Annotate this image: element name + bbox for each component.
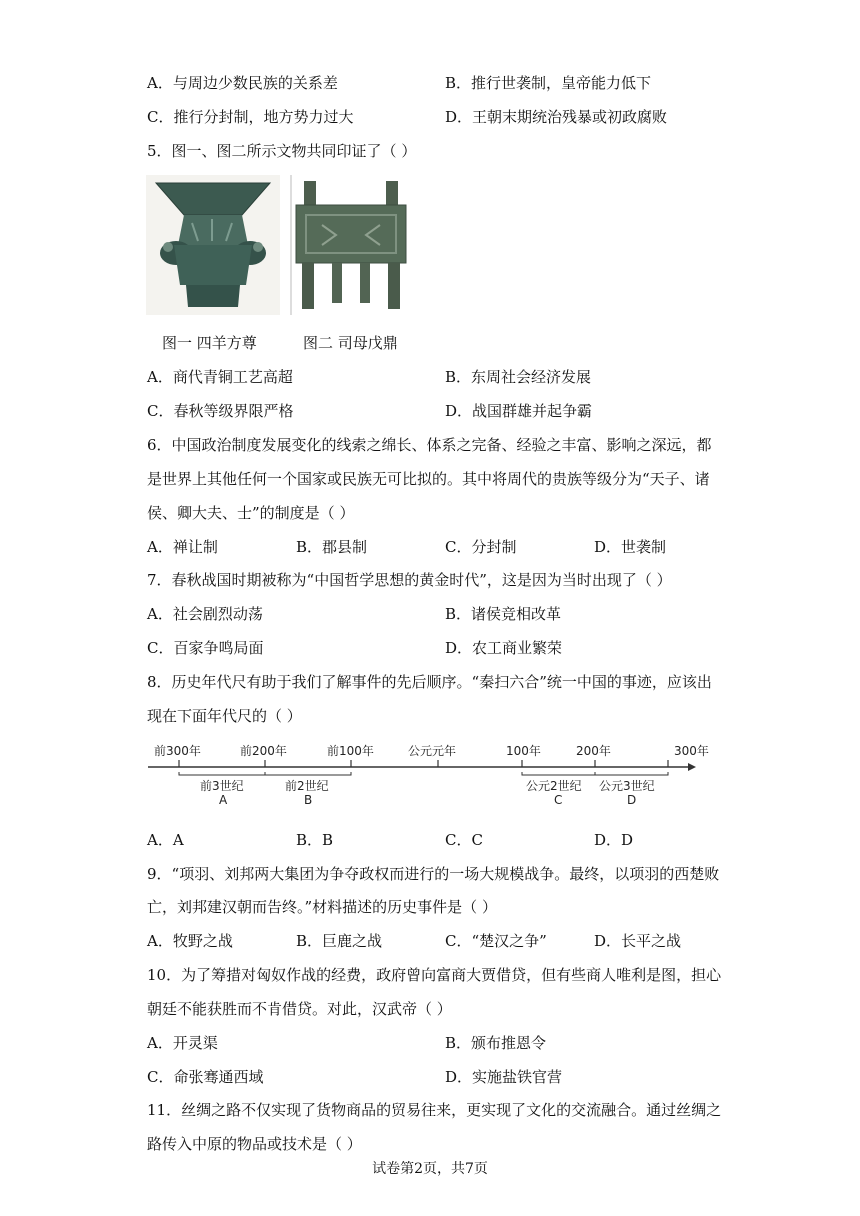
figure-simuwu-ding: [290, 175, 412, 315]
q6-stem-line3: 侯、卿大夫、士”的制度是（ ）: [147, 504, 355, 522]
segment-b-label: 前2世纪: [285, 779, 329, 793]
timeline-arrow: [688, 763, 696, 771]
q5-option-b: B．东周社会经济发展: [445, 368, 592, 386]
bracket-c: [522, 772, 595, 775]
timeline-svg: [144, 734, 709, 814]
q6-option-d: D．世袭制: [594, 538, 667, 556]
q10-option-b: B．颁布推恩令: [445, 1034, 547, 1052]
q7-option-b: B．诸侯竞相改革: [445, 605, 562, 623]
q9-option-b: B．巨鹿之战: [296, 932, 383, 950]
q6-option-b: B．郡县制: [296, 538, 368, 556]
q9-option-d: D．长平之战: [594, 932, 682, 950]
q9-option-c: C．“楚汉之争”: [445, 932, 547, 950]
segment-d-letter: D: [627, 793, 637, 807]
tick-label-ad100: 100年: [506, 744, 541, 758]
bracket-d: [595, 772, 668, 775]
q9-option-a: A．牧野之战: [147, 932, 233, 950]
simuwu-ding-image: [292, 175, 410, 315]
q11-stem-line2: 路传入中原的物品或技术是（ ）: [147, 1135, 362, 1153]
q5-option-d: D．战国群雄并起争霸: [445, 402, 593, 420]
q10-option-c: C．命张骞通西域: [147, 1068, 264, 1086]
q5-stem: 5．图一、图二所示文物共同印证了（ ）: [147, 142, 417, 160]
q7-option-d: D．农工商业繁荣: [445, 639, 563, 657]
tick-label-ad300: 300年: [674, 744, 709, 758]
bracket-b: [265, 772, 351, 775]
tick-label-bc200: 前200年: [240, 744, 287, 758]
q7-stem: 7．春秋战国时期被称为“中国哲学思想的黄金时代”，这是因为当时出现了（ ）: [147, 571, 672, 589]
q8-stem-line2: 现在下面年代尺的（ ）: [147, 707, 302, 725]
q9-stem-line2: 亡，刘邦建汉朝而告终。”材料描述的历史事件是（ ）: [147, 898, 497, 916]
page-footer: 试卷第2页，共7页: [372, 1161, 488, 1177]
four-ram-zun-image: [146, 175, 280, 315]
tick-label-bc300: 前300年: [154, 744, 201, 758]
q6-option-c: C．分封制: [445, 538, 517, 556]
segment-d-label: 公元3世纪: [599, 779, 655, 793]
q4-option-d: D．王朝末期统治残暴或初政腐败: [445, 108, 668, 126]
q10-option-a: A．开灵渠: [147, 1034, 218, 1052]
q5-option-c: C．春秋等级界限严格: [147, 402, 294, 420]
q6-stem-line1: 6．中国政治制度发展变化的线索之绵长、体系之完备、经验之丰富、影响之深远，都: [147, 436, 712, 454]
figure2-caption: 图二 司母戊鼎: [303, 334, 398, 352]
q4-option-b: B．推行世袭制，皇帝能力低下: [445, 74, 652, 92]
q8-option-a: A．A: [147, 831, 184, 849]
tick-label-ad1: 公元元年: [408, 744, 457, 758]
q8-option-b: B．B: [296, 831, 334, 849]
q6-stem-line2: 是世界上其他任何一个国家或民族无可比拟的。其中将周代的贵族等级分为“天子、诸: [147, 470, 710, 488]
bracket-a: [179, 772, 265, 775]
q8-option-c: C．C: [445, 831, 483, 849]
q10-option-d: D．实施盐铁官营: [445, 1068, 563, 1086]
figure1-caption: 图一 四羊方尊: [162, 334, 257, 352]
q5-option-a: A．商代青铜工艺高超: [147, 368, 293, 386]
q11-stem-line1: 11．丝绸之路不仅实现了货物商品的贸易往来，更实现了文化的交流融合。通过丝绸之: [147, 1101, 722, 1119]
q9-stem-line1: 9．“项羽、刘邦两大集团为争夺政权而进行的一场大规模战争。最终，以项羽的西楚败: [147, 865, 720, 883]
q10-stem-line1: 10．为了筹措对匈奴作战的经费，政府曾向富商大贾借贷，但有些商人唯利是图，担心: [147, 966, 722, 984]
figure-four-ram-zun: [146, 175, 280, 315]
q8-option-d: D．D: [594, 831, 634, 849]
q7-option-a: A．社会剧烈动荡: [147, 605, 263, 623]
segment-a-label: 前3世纪: [200, 779, 244, 793]
tick-label-bc100: 前100年: [327, 744, 374, 758]
q8-stem-line1: 8．历史年代尺有助于我们了解事件的先后顺序。“秦扫六合”统一中国的事迹，应该出: [147, 673, 712, 691]
q4-option-a: A．与周边少数民族的关系差: [147, 74, 338, 92]
segment-b-letter: B: [304, 793, 313, 807]
q7-option-c: C．百家争鸣局面: [147, 639, 264, 657]
segment-a-letter: A: [219, 793, 228, 807]
tick-label-ad200: 200年: [576, 744, 611, 758]
q4-option-c: C．推行分封制，地方势力过大: [147, 108, 354, 126]
timeline-ruler: [144, 734, 709, 814]
segment-c-letter: C: [554, 793, 563, 807]
segment-c-label: 公元2世纪: [526, 779, 582, 793]
q6-option-a: A．禅让制: [147, 538, 218, 556]
q10-stem-line2: 朝廷不能获胜而不肯借贷。对此，汉武帝（ ）: [147, 1000, 452, 1018]
